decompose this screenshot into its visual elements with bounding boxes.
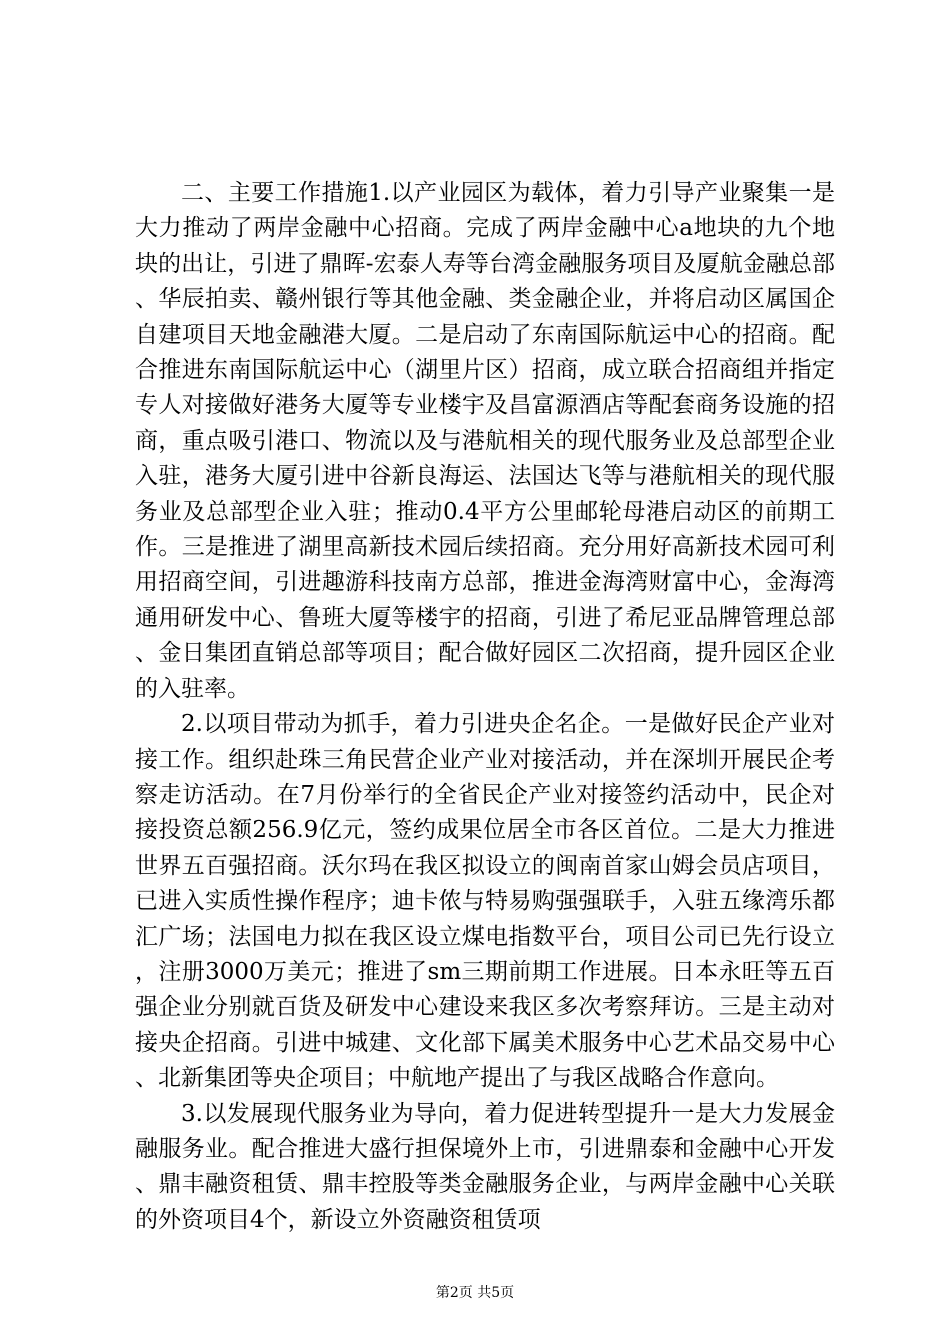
- document-body: [135, 176, 835, 1238]
- paragraph-modern-services: 3.以发展现代服务业为导向，着力促进转型提升一是大力发展金融服务业。配合推进大盛行担保境外上市，引进鼎泰和金融中心开发、鼎丰融资租赁、鼎丰控股等类金融服务企业，与两岸金融中心关联的外资项目4个，新设立外资融资租赁项: [135, 1100, 835, 1233]
- page-number-footer: 第2页 共5页: [435, 1285, 515, 1301]
- paragraph-project-driven: 2.以项目带动为抓手，着力引进央企名企。一是做好民企产业对接工作。组织赴珠三角民营企业产业对接活动，并在深圳开展民企考察走访活动。在7月份举行的全省民企产业对接签约活动中，民企对接投资总额256.9亿元，签约成果位居全市各区首位。二是大力推进世界五百强招商。沃尔玛在我区拟设立的闽南首家山姆会员店项目，已进入实质性操作程序；迪卡侬与特易购强强联手，入驻五缘湾乐都汇广场；法国电力拟在我区设立煤电指数平台，项目公司已先行设立，注册3000万美元；推进了sm三期前期工作进展。日本永旺等五百强企业分别就百货及研发中心建设来我区多次考察拜访。三是主动对接央企招商。引进中城建、文化部下属美术服务中心艺术品交易中心、北新集团等央企项目；中航地产提出了与我区战略合作意向。: [135, 711, 835, 1092]
- paragraph-main-measures: 二、主要工作措施1.以产业园区为载体，着力引导产业聚集一是大力推动了两岸金融中心招商。完成了两岸金融中心a地块的九个地块的出让，引进了鼎晖-宏泰人寿等台湾金融服务项目及厦航金融总部、华辰拍卖、赣州银行等其他金融、类金融企业，并将启动区属国企自建项目天地金融港大厦。二是启动了东南国际航运中心的招商。配合推进东南国际航运中心（湖里片区）招商，成立联合招商组并指定专人对接做好港务大厦等专业楼宇及昌富源酒店等配套商务设施的招商，重点吸引港口、物流以及与港航相关的现代服务业及总部型企业入驻，港务大厦引进中谷新良海运、法国达飞等与港航相关的现代服务业及总部型企业入驻；推动0.4平方公里邮轮母港启动区的前期工作。三是推进了湖里高新技术园后续招商。充分用好高新技术园可利用招商空间，引进趣游科技南方总部，推进金海湾财富中心，金海湾通用研发中心、鲁班大厦等楼宇的招商，引进了希尼亚品牌管理总部、金日集团直销总部等项目；配合做好园区二次招商，提升园区企业的入驻率。: [135, 180, 835, 702]
